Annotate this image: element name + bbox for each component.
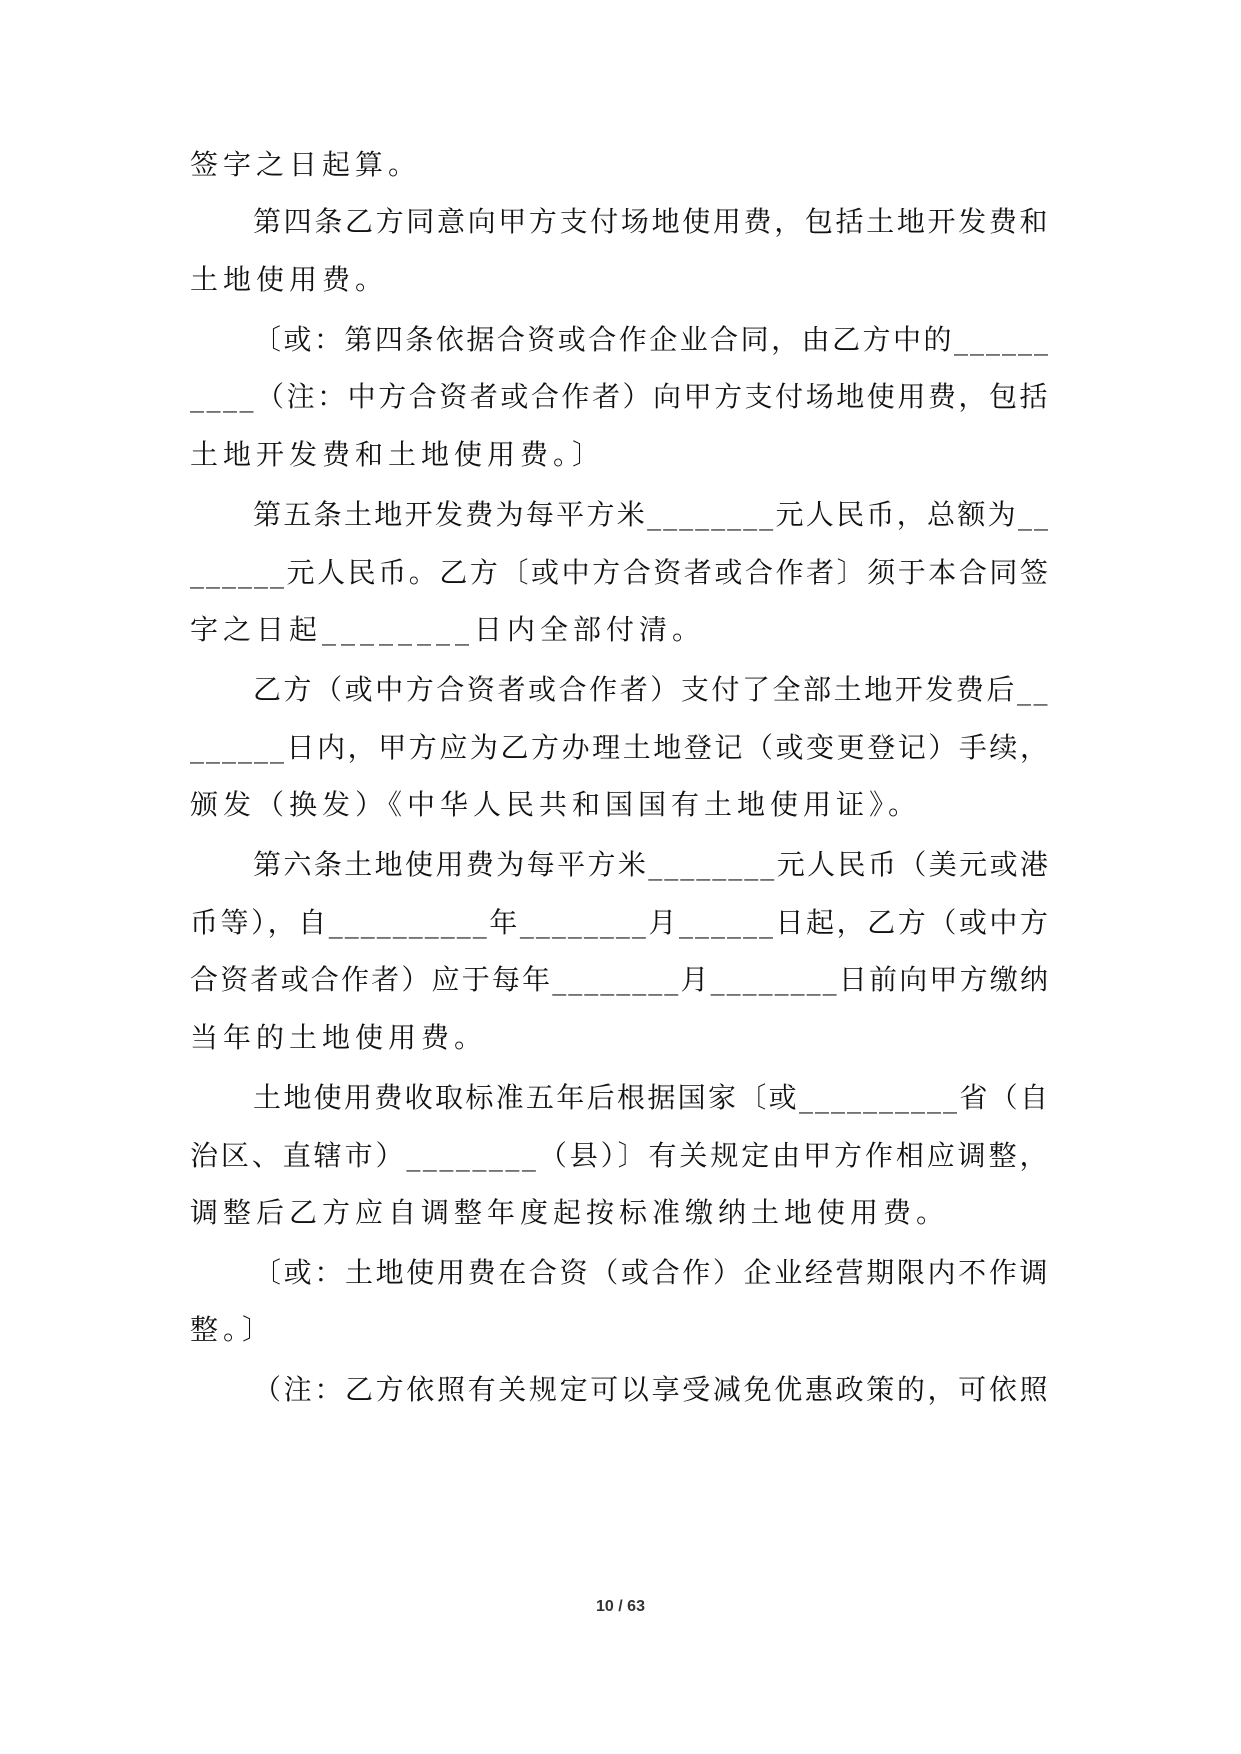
text-line: 第五条土地开发费为每平方米________元人民币，总额为__ — [253, 498, 1050, 531]
text-line: 调整后乙方应自调整年度起按标准缴纳土地使用费。 — [190, 1196, 950, 1229]
text-line: 字之日起________日内全部付清。 — [190, 613, 706, 646]
text-line: 土地使用费。 — [190, 263, 389, 296]
text-line: 〔或：土地使用费在合资（或合作）企业经营期限内不作调 — [253, 1256, 1050, 1289]
text-line: ______日内，甲方应为乙方办理土地登记（或变更登记）手续， — [190, 731, 1050, 764]
text-line: ______元人民币。乙方〔或中方合资者或合作者〕须于本合同签 — [190, 556, 1050, 589]
text-line: 乙方（或中方合资者或合作者）支付了全部土地开发费后__ — [253, 673, 1050, 706]
text-line: 签字之日起算。 — [190, 148, 422, 181]
text-line: 第四条乙方同意向甲方支付场地使用费，包括土地开发费和 — [253, 205, 1050, 238]
text-line: 〔或：第四条依据合资或合作企业合同，由乙方中的______ — [253, 323, 1050, 356]
text-line: （注：乙方依照有关规定可以享受减免优惠政策的，可依照 — [253, 1373, 1050, 1406]
text-line: 土地开发费和土地使用费。〕 — [190, 438, 606, 471]
page-number: 10 / 63 — [596, 1598, 645, 1615]
text-line: 颁发（换发）《中华人民共和国国有土地使用证》。 — [190, 788, 922, 821]
text-line: ____（注：中方合资者或合作者）向甲方支付场地使用费，包括 — [190, 380, 1050, 413]
text-line: 整。〕 — [190, 1313, 276, 1346]
text-line: 当年的土地使用费。 — [190, 1021, 488, 1054]
text-line: 治区、直辖市）________（县）〕有关规定由甲方作相应调整， — [190, 1139, 1050, 1172]
text-line: 土地使用费收取标准五年后根据国家〔或__________省（自 — [253, 1081, 1050, 1114]
text-line: 第六条土地使用费为每平方米________元人民币（美元或港 — [253, 848, 1050, 881]
text-line: 币等），自__________年________月______日起，乙方（或中方 — [190, 906, 1050, 939]
text-line: 合资者或合作者）应于每年________月________日前向甲方缴纳 — [190, 963, 1050, 996]
